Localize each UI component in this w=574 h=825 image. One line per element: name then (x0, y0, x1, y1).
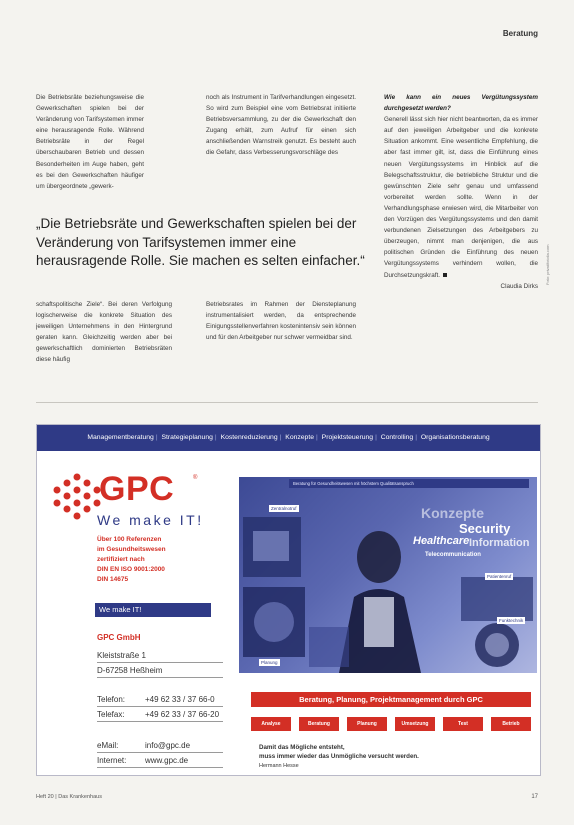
subheading: Wie kann ein neues Vergütungssystem durchgesetzt werden? (384, 94, 538, 113)
article-column-2-bottom (206, 299, 356, 379)
divider (97, 752, 223, 753)
service-item: Strategieplanung (161, 434, 213, 441)
photo-credit: Foto: privat/fotolia.com (545, 244, 550, 285)
collage-word: Security (459, 521, 511, 536)
fax-row (97, 710, 220, 719)
phone-number: +49 62 33 / 37 66-0 (145, 695, 215, 704)
divider (36, 402, 538, 403)
article-column-2-top (206, 92, 356, 194)
registered-mark: ® (193, 475, 198, 481)
certification-line: DIN EN ISO 9001:2000 (97, 566, 165, 573)
gpc-advertisement (36, 424, 541, 776)
collage-word: Healthcare (413, 535, 470, 547)
service-button-analyse[interactable]: Analyse (251, 717, 291, 731)
service-button-betrieb[interactable]: Betrieb (491, 717, 531, 731)
photo-collage (239, 477, 537, 673)
fax-number: +49 62 33 / 37 66-20 (145, 710, 220, 719)
service-item: Konzepte (285, 434, 315, 441)
web-row (97, 756, 189, 765)
divider (97, 721, 223, 722)
section-tag: Beratung (502, 29, 538, 38)
article-paragraph: Die Betriebsräte beziehungsweise die Gewerkschaften spielen bei der Veränderung von Tarifsystemen immer eine herausragende Rolle. Während Betriebsräte in der Regel überschaubaren Betrieb und dessen Besonderheiten im Auge haben, geht es bei den Gewerkschaften häufiger um übergeordnete „gewerk- (36, 94, 144, 190)
page-number: 17 (531, 794, 538, 800)
service-item: Organisationsberatung (420, 434, 490, 441)
slogan-author: Hermann Hesse (259, 763, 299, 769)
service-button-test[interactable]: Test (443, 717, 483, 731)
slogan-line: muss immer wieder das Unmögliche versucht werden. (259, 753, 419, 760)
pull-quote: „Die Betriebsräte und Gewerkschaften spielen bei der Veränderung von Tarifsystemen immer eine herausragende Rolle. Sie machen es selten einfacher.“ (36, 216, 365, 268)
service-button-umsetzung[interactable]: Umsetzung (395, 717, 435, 731)
slogan (259, 743, 419, 761)
slogan-line: Damit das Mögliche entsteht, (259, 744, 345, 751)
collage-label: Patientenruf (487, 574, 512, 579)
service-item: Managementberatung (87, 434, 154, 441)
service-item: Controlling (380, 434, 414, 441)
footer-publication: Heft 20 | Das Krankenhaus (36, 794, 102, 800)
divider (97, 662, 223, 663)
company-name: GPC GmbH (97, 633, 141, 642)
certification-line: im Gesundheitswesen (97, 546, 166, 553)
service-button-beratung[interactable]: Beratung (299, 717, 339, 731)
ad-service-bar: Managementberatung | Strategieplanung | Kostenreduzierung | Konzepte | Projektsteuerung | Controlling | Organisationsberatung (37, 425, 540, 451)
service-item: Kostenreduzierung (220, 434, 278, 441)
article-column-1-bottom (36, 299, 172, 379)
divider (97, 767, 223, 768)
divider (97, 677, 223, 678)
collage-word: Information (469, 537, 530, 549)
tagline: We make IT! (97, 512, 204, 528)
author-name: Claudia Dirks (500, 282, 538, 290)
email-label: eMail: (97, 741, 119, 750)
city-address: D-67258 Heßheim (97, 666, 163, 675)
collage-label: Zentralnotruf (271, 506, 297, 511)
street-address: Kleiststraße 1 (97, 651, 146, 660)
certification-line: Über 100 Referenzen (97, 536, 162, 543)
article-paragraph (384, 114, 538, 280)
article-paragraph: Betriebsrates im Rahmen der Diensteplanung instrumentalisiert werden, da entsprechende Einigungsstellenverfahren kostenintensiv sein können und für den Arbeitgeber nur schwer vermeidbar sind. (206, 301, 356, 342)
end-mark-icon (443, 273, 447, 277)
services-banner: Beratung, Planung, Projektmanagement durch GPC (251, 692, 531, 707)
certification-line: zertifiziert nach (97, 556, 145, 563)
article-column-3 (384, 92, 538, 384)
fax-label: Telefax: (97, 710, 125, 719)
article-paragraph: noch als Instrument in Tarifverhandlungen eingesetzt. So wird zum Beispiel eine vom Betriebsrat initiierte Betriebsversammlung, zu der die Gewerkschaft den Zugang erhält, zum Aufruf für einen sich anschließenden Warnstreik genutzt. Es besteht auch die Gefahr, dass Verbesserungsvorschläge des (206, 94, 356, 157)
phone-label: Telefon: (97, 695, 126, 704)
certification-list (97, 535, 166, 585)
email-row (97, 741, 191, 750)
phone-row (97, 695, 215, 704)
collage-word: Telecommunication (425, 552, 481, 558)
collage-label: Funktechnik (499, 618, 524, 623)
paragraph-text: Generell lässt sich hier nicht beantworten, da es immer auf den jeweiligen Arbeitgeber und die konkrete Situation ankommt. Eine wesentliche Empfehlung, die aber fast immer gilt, ist, dass die Einführung eines neuen Vergütungssystems im Hinblick auf die Belegschaftsstruktur, die betriebliche Struktur und die gewünschten Ziele sehr genau und umfassend vorbereitet werden sollte. Wenn in der Verhandlungsphase erwiesen wird, die Mitarbeiter von den Vorzügen des Vergütungssystems und den damit verbundenen Zielsetzungen des Arbeitgebers zu überzeugen, nimmt man denjenigen, die aus politischen Gründen die Einführung des neuen Vergütungssystems verhindern wollen, die Durchsetzungskraft. (384, 116, 538, 279)
web-label: Internet: (97, 756, 127, 765)
divider (97, 706, 223, 707)
website-link[interactable]: www.gpc.de (145, 756, 189, 765)
collage-label: Planung (261, 660, 278, 665)
article-paragraph: schaftspolitische Ziele“. Bei deren Verfolgung logischerweise die konkrete Situation des jeweiligen Unternehmens in den Hintergrund geraten kann. Gleichzeitig werden aber bei gewerkschaftlich dominierten Betriebsräten diese häufig (36, 301, 172, 364)
article-column-1-top (36, 92, 144, 194)
collage-caption: Beratung für Gesundheitswesen mit höchstem Qualitätsanspruch (289, 479, 529, 488)
service-item: Projektsteuerung (321, 434, 374, 441)
collage-word: Konzepte (421, 505, 484, 521)
service-button-planung[interactable]: Planung (347, 717, 387, 731)
certification-line: DIN 14675 (97, 576, 129, 583)
email-link[interactable]: info@gpc.de (145, 741, 191, 750)
we-make-it-bar: We make IT! (95, 603, 211, 617)
logo-text: GPC (99, 470, 175, 508)
